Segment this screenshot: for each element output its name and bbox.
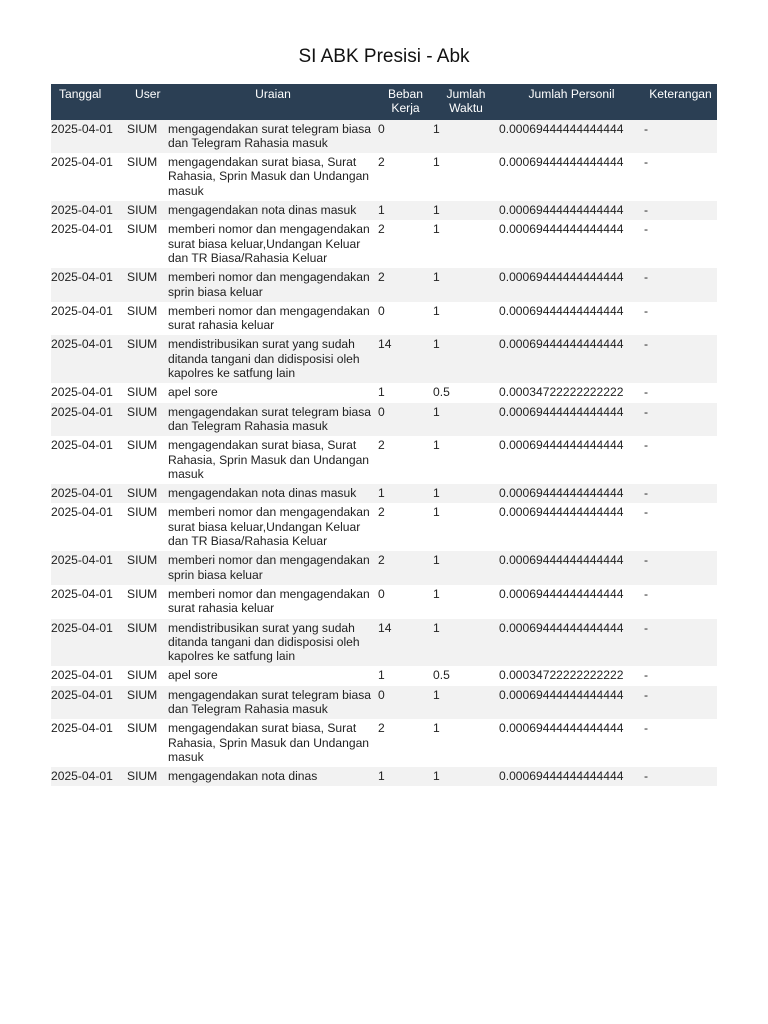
cell-jumlah-waktu: 1 xyxy=(433,484,499,503)
column-header-uraian: Uraian xyxy=(168,84,378,120)
cell-tanggal: 2025-04-01 xyxy=(51,503,127,551)
table-row xyxy=(51,484,717,503)
cell-user: SIUM xyxy=(127,201,168,220)
cell-beban-kerja: 1 xyxy=(378,484,433,503)
cell-user: SIUM xyxy=(127,767,168,786)
cell-user: SIUM xyxy=(127,666,168,685)
cell-tanggal: 2025-04-01 xyxy=(51,268,127,302)
header-line: Waktu xyxy=(449,101,483,116)
header-line: Jumlah xyxy=(446,87,486,101)
cell-user: SIUM xyxy=(127,335,168,383)
cell-keterangan: - xyxy=(644,201,717,220)
column-header-jumlah-waktu xyxy=(433,84,499,120)
cell-jumlah-waktu: 1 xyxy=(433,719,499,767)
cell-tanggal: 2025-04-01 xyxy=(51,484,127,503)
cell-jumlah-waktu: 1 xyxy=(433,436,499,484)
cell-user: SIUM xyxy=(127,153,168,201)
cell-keterangan: - xyxy=(644,767,717,786)
cell-user: SIUM xyxy=(127,403,168,437)
cell-user: SIUM xyxy=(127,436,168,484)
table-row xyxy=(51,335,717,383)
cell-jumlah-personil: 0.00069444444444444 xyxy=(499,220,644,268)
cell-jumlah-personil: 0.00069444444444444 xyxy=(499,335,644,383)
cell-jumlah-personil: 0.00069444444444444 xyxy=(499,153,644,201)
cell-keterangan: - xyxy=(644,403,717,437)
cell-uraian: mengagendakan surat biasa, Surat Rahasia, Sprin Masuk dan Undangan masuk xyxy=(168,153,378,201)
cell-keterangan: - xyxy=(644,686,717,720)
cell-keterangan: - xyxy=(644,719,717,767)
cell-jumlah-waktu: 1 xyxy=(433,335,499,383)
cell-tanggal: 2025-04-01 xyxy=(51,220,127,268)
cell-uraian: memberi nomor dan mengagendakan sprin biasa keluar xyxy=(168,268,378,302)
cell-user: SIUM xyxy=(127,383,168,402)
cell-tanggal: 2025-04-01 xyxy=(51,585,127,619)
cell-beban-kerja: 0 xyxy=(378,585,433,619)
cell-jumlah-personil: 0.00069444444444444 xyxy=(499,551,644,585)
cell-keterangan: - xyxy=(644,153,717,201)
cell-beban-kerja: 1 xyxy=(378,767,433,786)
cell-jumlah-waktu: 0.5 xyxy=(433,383,499,402)
cell-beban-kerja: 2 xyxy=(378,436,433,484)
cell-jumlah-personil: 0.00069444444444444 xyxy=(499,585,644,619)
cell-jumlah-waktu: 1 xyxy=(433,585,499,619)
cell-jumlah-personil: 0.00034722222222222 xyxy=(499,383,644,402)
cell-jumlah-waktu: 1 xyxy=(433,503,499,551)
column-header-keterangan: Keterangan xyxy=(644,84,717,120)
header-line: Beban xyxy=(388,87,423,101)
cell-keterangan: - xyxy=(644,335,717,383)
cell-jumlah-waktu: 1 xyxy=(433,619,499,667)
cell-user: SIUM xyxy=(127,302,168,336)
table-row xyxy=(51,619,717,667)
table-row xyxy=(51,403,717,437)
cell-uraian: mengagendakan surat telegram biasa dan Telegram Rahasia masuk xyxy=(168,686,378,720)
cell-keterangan: - xyxy=(644,503,717,551)
cell-beban-kerja: 14 xyxy=(378,619,433,667)
table-row xyxy=(51,302,717,336)
column-header-tanggal: Tanggal xyxy=(51,84,127,120)
table-row xyxy=(51,666,717,685)
cell-jumlah-personil: 0.00034722222222222 xyxy=(499,666,644,685)
cell-keterangan: - xyxy=(644,619,717,667)
cell-beban-kerja: 0 xyxy=(378,302,433,336)
table-row xyxy=(51,120,717,154)
table-row xyxy=(51,585,717,619)
cell-keterangan: - xyxy=(644,436,717,484)
table-row xyxy=(51,767,717,786)
cell-jumlah-personil: 0.00069444444444444 xyxy=(499,436,644,484)
header-line: Kerja xyxy=(391,101,420,116)
cell-user: SIUM xyxy=(127,503,168,551)
cell-jumlah-personil: 0.00069444444444444 xyxy=(499,302,644,336)
cell-tanggal: 2025-04-01 xyxy=(51,436,127,484)
cell-jumlah-waktu: 1 xyxy=(433,302,499,336)
cell-beban-kerja: 2 xyxy=(378,268,433,302)
table-row xyxy=(51,503,717,551)
table-row xyxy=(51,719,717,767)
cell-keterangan: - xyxy=(644,484,717,503)
table-row xyxy=(51,153,717,201)
cell-jumlah-personil: 0.00069444444444444 xyxy=(499,503,644,551)
cell-tanggal: 2025-04-01 xyxy=(51,719,127,767)
table-row xyxy=(51,686,717,720)
table-row xyxy=(51,436,717,484)
cell-uraian: apel sore xyxy=(168,383,378,402)
cell-jumlah-waktu: 1 xyxy=(433,767,499,786)
cell-user: SIUM xyxy=(127,120,168,154)
table-row xyxy=(51,383,717,402)
page-title: SI ABK Presisi - Abk xyxy=(298,46,470,67)
cell-beban-kerja: 0 xyxy=(378,120,433,154)
cell-jumlah-waktu: 1 xyxy=(433,403,499,437)
cell-user: SIUM xyxy=(127,551,168,585)
cell-tanggal: 2025-04-01 xyxy=(51,383,127,402)
column-header-user: User xyxy=(127,84,168,120)
cell-jumlah-waktu: 1 xyxy=(433,120,499,154)
cell-uraian: mengagendakan nota dinas xyxy=(168,767,378,786)
cell-beban-kerja: 2 xyxy=(378,220,433,268)
cell-jumlah-personil: 0.00069444444444444 xyxy=(499,120,644,154)
cell-tanggal: 2025-04-01 xyxy=(51,666,127,685)
cell-keterangan: - xyxy=(644,551,717,585)
cell-tanggal: 2025-04-01 xyxy=(51,335,127,383)
table-body xyxy=(51,120,717,787)
cell-tanggal: 2025-04-01 xyxy=(51,686,127,720)
cell-jumlah-waktu: 0.5 xyxy=(433,666,499,685)
cell-jumlah-waktu: 1 xyxy=(433,268,499,302)
abk-table-container xyxy=(51,84,717,786)
cell-tanggal: 2025-04-01 xyxy=(51,551,127,585)
cell-tanggal: 2025-04-01 xyxy=(51,767,127,786)
cell-uraian: mengagendakan surat biasa, Surat Rahasia, Sprin Masuk dan Undangan masuk xyxy=(168,436,378,484)
cell-uraian: memberi nomor dan mengagendakan surat biasa keluar,Undangan Keluar dan TR Biasa/Rahasia Keluar xyxy=(168,220,378,268)
cell-user: SIUM xyxy=(127,484,168,503)
cell-tanggal: 2025-04-01 xyxy=(51,120,127,154)
cell-jumlah-personil: 0.00069444444444444 xyxy=(499,719,644,767)
cell-jumlah-personil: 0.00069444444444444 xyxy=(499,767,644,786)
cell-uraian: mengagendakan nota dinas masuk xyxy=(168,484,378,503)
cell-beban-kerja: 2 xyxy=(378,503,433,551)
cell-beban-kerja: 1 xyxy=(378,383,433,402)
table-row xyxy=(51,551,717,585)
cell-uraian: memberi nomor dan mengagendakan surat rahasia keluar xyxy=(168,302,378,336)
cell-tanggal: 2025-04-01 xyxy=(51,619,127,667)
cell-beban-kerja: 1 xyxy=(378,201,433,220)
cell-user: SIUM xyxy=(127,719,168,767)
cell-jumlah-waktu: 1 xyxy=(433,551,499,585)
column-header-beban-kerja xyxy=(378,84,433,120)
cell-user: SIUM xyxy=(127,268,168,302)
cell-jumlah-waktu: 1 xyxy=(433,686,499,720)
cell-jumlah-personil: 0.00069444444444444 xyxy=(499,686,644,720)
cell-keterangan: - xyxy=(644,585,717,619)
cell-uraian: mengagendakan nota dinas masuk xyxy=(168,201,378,220)
cell-beban-kerja: 14 xyxy=(378,335,433,383)
cell-keterangan: - xyxy=(644,268,717,302)
cell-jumlah-personil: 0.00069444444444444 xyxy=(499,403,644,437)
cell-uraian: memberi nomor dan mengagendakan sprin biasa keluar xyxy=(168,551,378,585)
cell-tanggal: 2025-04-01 xyxy=(51,153,127,201)
cell-jumlah-waktu: 1 xyxy=(433,153,499,201)
cell-uraian: apel sore xyxy=(168,666,378,685)
cell-keterangan: - xyxy=(644,220,717,268)
cell-keterangan: - xyxy=(644,120,717,154)
column-header-jumlah-personil: Jumlah Personil xyxy=(499,84,644,120)
table-row xyxy=(51,201,717,220)
cell-uraian: memberi nomor dan mengagendakan surat rahasia keluar xyxy=(168,585,378,619)
cell-user: SIUM xyxy=(127,220,168,268)
cell-beban-kerja: 2 xyxy=(378,153,433,201)
cell-jumlah-personil: 0.00069444444444444 xyxy=(499,484,644,503)
cell-beban-kerja: 1 xyxy=(378,666,433,685)
cell-beban-kerja: 2 xyxy=(378,719,433,767)
cell-tanggal: 2025-04-01 xyxy=(51,201,127,220)
table-row xyxy=(51,220,717,268)
cell-beban-kerja: 0 xyxy=(378,403,433,437)
cell-jumlah-waktu: 1 xyxy=(433,201,499,220)
cell-uraian: mengagendakan surat biasa, Surat Rahasia, Sprin Masuk dan Undangan masuk xyxy=(168,719,378,767)
cell-keterangan: - xyxy=(644,666,717,685)
abk-table xyxy=(51,84,717,786)
cell-user: SIUM xyxy=(127,585,168,619)
cell-jumlah-personil: 0.00069444444444444 xyxy=(499,619,644,667)
cell-tanggal: 2025-04-01 xyxy=(51,302,127,336)
table-row xyxy=(51,268,717,302)
cell-user: SIUM xyxy=(127,686,168,720)
cell-jumlah-personil: 0.00069444444444444 xyxy=(499,268,644,302)
cell-jumlah-personil: 0.00069444444444444 xyxy=(499,201,644,220)
table-header-row xyxy=(51,84,717,120)
cell-tanggal: 2025-04-01 xyxy=(51,403,127,437)
cell-uraian: memberi nomor dan mengagendakan surat biasa keluar,Undangan Keluar dan TR Biasa/Rahasia Keluar xyxy=(168,503,378,551)
cell-beban-kerja: 0 xyxy=(378,686,433,720)
cell-uraian: mengagendakan surat telegram biasa dan Telegram Rahasia masuk xyxy=(168,403,378,437)
cell-uraian: mengagendakan surat telegram biasa dan Telegram Rahasia masuk xyxy=(168,120,378,154)
cell-keterangan: - xyxy=(644,383,717,402)
cell-user: SIUM xyxy=(127,619,168,667)
cell-jumlah-waktu: 1 xyxy=(433,220,499,268)
cell-beban-kerja: 2 xyxy=(378,551,433,585)
cell-uraian: mendistribusikan surat yang sudah ditanda tangani dan didisposisi oleh kapolres ke satfung lain xyxy=(168,619,378,667)
cell-keterangan: - xyxy=(644,302,717,336)
cell-uraian: mendistribusikan surat yang sudah ditanda tangani dan didisposisi oleh kapolres ke satfung lain xyxy=(168,335,378,383)
